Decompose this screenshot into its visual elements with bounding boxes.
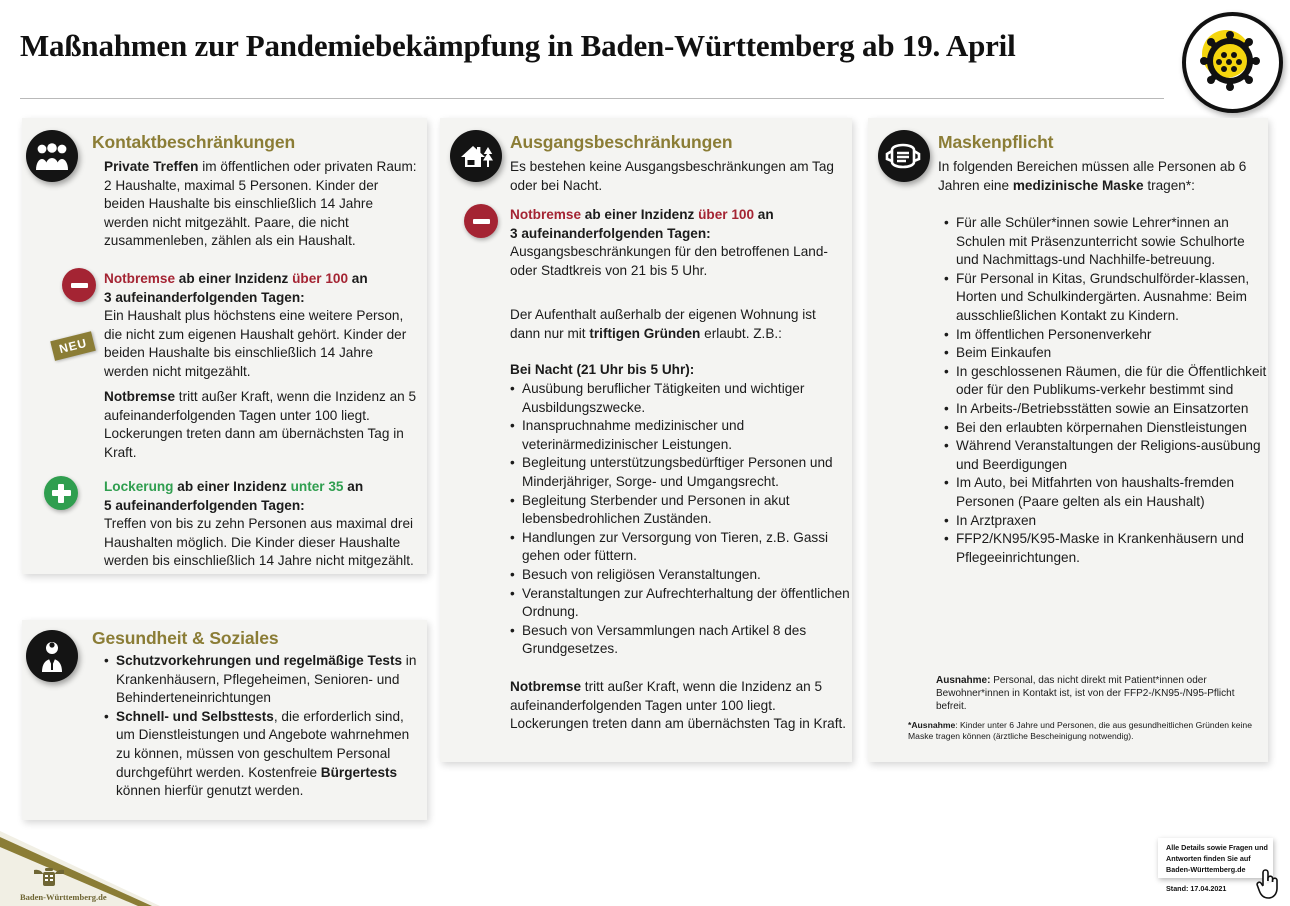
- kontakt-notbremse-end: [104, 388, 424, 462]
- ausgang-intro: Es bestehen keine Ausgangsbeschränkungen am Tag oder bei Nacht.: [510, 159, 834, 193]
- list-item: • FFP2/KN95/K95-Maske in Krankenhäusern und Pflegeeinrichtungen.: [944, 530, 1269, 567]
- lockerung-body: Treffen von bis zu zehn Personen aus maximal drei Haushalten möglich. Die Kinder dieser Haushalte werden bis einschließlich 14 Jahre nicht mitgezählt.: [104, 516, 414, 569]
- notbremse-minus-icon: [62, 268, 96, 302]
- info-line-2: Antworten finden Sie auf: [1166, 854, 1251, 863]
- list-item: [104, 652, 424, 708]
- ausgang-bullets: [510, 380, 850, 659]
- gesundheit-b2-bold2: Bürgertests: [320, 764, 398, 780]
- lockerung-threshold: unter 35: [290, 479, 344, 494]
- kontakt-intro-rest: im öffentlichen oder privaten Raum: 2 Haushalte, maximal 5 Personen. Kinder der beiden Haushalte bis einschließlich 14 Jahre werden nicht mitgezählt. Paare, die nicht zusammenleben, zählen als ein Haushalt.: [104, 159, 417, 249]
- lockerung-head-2: ab einer Inzidenz: [173, 479, 291, 494]
- list-item: • Veranstaltungen zur Aufrechterhaltung der öffentlichen Ordnung.: [510, 585, 850, 622]
- ausgang-aufenthalt: [510, 306, 848, 343]
- notbremse-head-2: ab einer Inzidenz: [175, 271, 293, 286]
- ausgang-notbremse: [510, 206, 845, 280]
- neu-badge: NEU: [50, 331, 96, 361]
- ausnahme-bold: Ausnahme:: [936, 675, 991, 686]
- card-ausgangsbeschraenkungen: [440, 118, 852, 762]
- list-item: • Inanspruchnahme medizinischer und veterinärmedizinischer Leistungen.: [510, 417, 850, 454]
- footer-logo-label: Baden-Württemberg.de: [20, 892, 107, 902]
- list-item: • In geschlossenen Räumen, die für die Öffentlichkeit oder für den Publikums-verkehr bestimmt sind: [944, 363, 1269, 400]
- list-item: • Im öffentlichen Personenverkehr: [944, 326, 1269, 345]
- aufenthalt-1: Der Aufenthalt außerhalb der eigenen Wohnung ist dann nur mit: [510, 307, 816, 341]
- lockerung-label: Lockerung: [104, 479, 174, 494]
- maske-bullets: [944, 214, 1269, 567]
- notbremse-body: Ein Haushalt plus höchstens eine weitere Person, die nicht zum eigenen Haushalt gehört. Kinder der beiden Haushalte bis einschließlich 14 Jahre werden nicht mitgezählt.: [104, 308, 407, 379]
- hand-pointer-icon: [1254, 866, 1284, 900]
- kontakt-notbremse: [104, 270, 420, 382]
- bw-crest-icon: [32, 867, 66, 889]
- list-item: • Besuch von religiösen Veranstaltungen.: [510, 566, 850, 585]
- notbremse-threshold: über 100: [698, 207, 755, 222]
- notbremse-end-bold: Notbremse: [510, 679, 582, 694]
- notbremse-label: Notbremse: [510, 207, 582, 222]
- list-item: • Im Auto, bei Mitfahrten von haushalts-fremden Personen (Paare gelten als ein Haushalt): [944, 474, 1269, 511]
- card-title: Kontaktbeschränkungen: [92, 132, 296, 152]
- notbremse-end-rest: tritt außer Kraft, wenn die Inzidenz an 5 aufeinanderfolgenden Tagen unter 100 liegt. Lockerungen treten dann am übernächsten Tag in Kraft.: [104, 389, 417, 460]
- kontakt-lockerung: [104, 478, 420, 571]
- list-item: [104, 708, 424, 801]
- lockerung-plus-icon: [44, 476, 78, 510]
- footer-brand-wedge: [0, 821, 240, 906]
- notbremse-threshold: über 100: [292, 271, 349, 286]
- kontakt-intro-bold: Private Treffen: [104, 159, 199, 174]
- notbremse-head-4: an: [348, 271, 368, 286]
- list-item: • Begleitung unterstützungsbedürftiger Personen und Minderjähriger, Sorge- und Umgangsrecht.: [510, 454, 850, 491]
- list-item: • Bei den erlaubten körpernahen Dienstleistungen: [944, 419, 1269, 438]
- gesundheit-b2-rest2: können hierfür genutzt werden.: [116, 783, 304, 799]
- people-group-icon: [26, 130, 78, 182]
- card-maskenpflicht: [868, 118, 1268, 762]
- card-gesundheit-soziales: [22, 620, 427, 820]
- page-title: Maßnahmen zur Pandemiebekämpfung in Baden-Württemberg ab 19. April: [20, 28, 1016, 63]
- house-tree-icon: [450, 130, 502, 182]
- face-mask-icon: [878, 130, 930, 182]
- info-line-1: Alle Details sowie Fragen und: [1166, 843, 1268, 852]
- list-item: • Beim Einkaufen: [944, 344, 1269, 363]
- aufenthalt-bold: triftigen Gründen: [589, 325, 701, 341]
- list-item: • Besuch von Versammlungen nach Artikel 8 des Grundgesetzes.: [510, 622, 850, 659]
- notbremse-head-4: an: [754, 207, 774, 222]
- card-title: Gesundheit & Soziales: [92, 628, 279, 648]
- notbremse-head-5: 3 aufeinanderfolgenden Tagen:: [510, 225, 711, 241]
- maske-intro-bold: medizinische Maske: [1012, 177, 1144, 193]
- page-header: [0, 0, 1290, 103]
- ausgang-nacht-head: [510, 361, 848, 380]
- aufenthalt-2: erlaubt. Z.B.:: [700, 325, 782, 341]
- minus-bar: [473, 219, 490, 224]
- lockerung-head-4: an: [343, 479, 364, 494]
- gesundheit-b2-bold: Schnell- und Selbsttests: [116, 708, 274, 724]
- maske-intro-1: In folgenden Bereichen müssen alle Personen ab 6 Jahren eine: [938, 159, 1247, 193]
- gesundheit-list: [104, 652, 424, 801]
- maske-ausnahme: [936, 674, 1266, 713]
- ausgang-notbremse-end: [510, 678, 850, 734]
- notbremse-head-2: ab einer Inzidenz: [581, 207, 699, 222]
- kontakt-intro: [104, 158, 420, 251]
- list-item: • In Arbeits-/Betriebsstätten sowie an Einsatzorten: [944, 400, 1269, 419]
- maske-intro: [938, 158, 1268, 195]
- info-link-baden-wuerttemberg[interactable]: Baden-Württemberg.de: [1166, 865, 1246, 874]
- list-item: • Handlungen zur Versorgung von Tieren, z.B. Gassi gehen oder füttern.: [510, 529, 850, 566]
- minus-bar: [71, 283, 88, 288]
- list-item: • Für alle Schüler*innen sowie Lehrer*innen an Schulen mit Präsenzunterricht sowie Schulhorte und Nachmittags-und Nachhilfe-betreuung.: [944, 214, 1269, 270]
- header-divider: [20, 98, 1164, 99]
- coronavirus-icon: [1182, 12, 1283, 113]
- stand-date: Stand: 17.04.2021: [1166, 884, 1227, 893]
- list-item: • Während Veranstaltungen der Religions-ausübung und Beerdigungen: [944, 437, 1269, 474]
- notbremse-end-rest: tritt außer Kraft, wenn die Inzidenz an 5 aufeinanderfolgenden Tagen unter 100 liegt. Lockerungen treten dann am übernächsten Tag in Kraft.: [510, 679, 847, 732]
- doctor-icon: [26, 630, 78, 682]
- list-item: • Begleitung Sterbender und Personen in akut lebensbedrohlichen Zuständen.: [510, 492, 850, 529]
- gesundheit-b1-rest: in Krankenhäusern, Pflegeheimen, Senioren- und Behinderteneinrichtungen: [116, 653, 417, 706]
- gesundheit-b2-rest: , die erforderlich sind, um Dienstleistungen und Angebote wahrnehmen zu können, müssen von geschultem Personal durchgeführt werden. Kostenfreie: [116, 708, 410, 780]
- gesundheit-b1-bold: Schutzvorkehrungen und regelmäßige Tests: [116, 653, 403, 668]
- lockerung-head-5: 5 aufeinanderfolgenden Tagen:: [104, 497, 305, 513]
- notbremse-head-5: 3 aufeinanderfolgenden Tagen:: [104, 289, 305, 305]
- footnote-rest: : Kinder unter 6 Jahre und Personen, die aus gesundheitlichen Gründen keine Maske tragen können (ärztliche Bescheinigung notwendig).: [908, 720, 1252, 742]
- list-item: • Für Personal in Kitas, Grundschulförder-klassen, Horten und Schulkindergärten. Ausnahme: Beim ausschließlichen Kontakt zu Kindern.: [944, 270, 1269, 326]
- card-kontaktbeschraenkungen: [22, 118, 427, 574]
- card-title: Maskenpflicht: [938, 132, 1054, 152]
- plus-horizontal: [52, 490, 71, 496]
- footnote-bold: *Ausnahme: [908, 720, 956, 730]
- list-item: • In Arztpraxen: [944, 512, 1269, 531]
- maske-footnote: [908, 720, 1258, 743]
- card-title: Ausgangsbeschränkungen: [510, 132, 733, 152]
- maske-intro-2: tragen*:: [1143, 177, 1195, 193]
- notbremse-end-bold: Notbremse: [104, 389, 176, 404]
- list-item: • Ausübung beruflicher Tätigkeiten und wichtiger Ausbildungszwecke.: [510, 380, 850, 417]
- notbremse-label: Notbremse: [104, 271, 176, 286]
- ausnahme-rest: Personal, das nicht direkt mit Patient*innen oder Bewohner*innen in Kontakt ist, ist von der FFP2-/KN95-/N95-Pflicht befreit.: [936, 675, 1235, 712]
- notbremse-body: Ausgangsbeschränkungen für den betroffenen Land- oder Stadtkreis von 21 bis 5 Uhr.: [510, 244, 828, 278]
- notbremse-minus-icon: [464, 204, 498, 238]
- nacht-head: Bei Nacht (21 Uhr bis 5 Uhr):: [510, 362, 695, 377]
